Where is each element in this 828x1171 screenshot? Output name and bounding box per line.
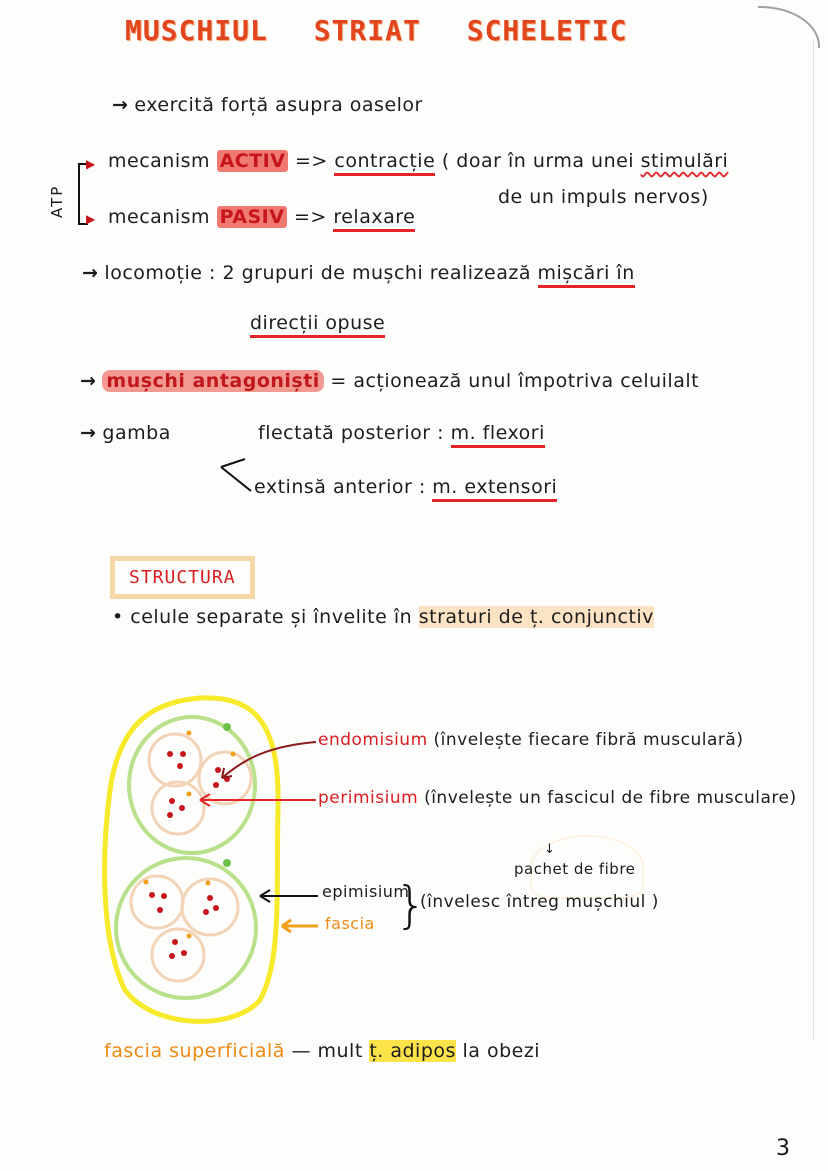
page-number: 3 [776,1136,790,1161]
arrow-right-icon: ▶ [86,157,96,171]
flexori-term: m. flexori [451,422,545,448]
label-endomisium [318,730,743,750]
arrow-icon: → [82,262,99,284]
bullet-icon: • [112,606,124,628]
activ-badge: ACTIV [217,150,289,172]
label-perimisium [318,788,797,808]
miscari-term: mișcări în [538,262,635,288]
label-fascia: fascia [325,914,375,933]
antagonisti-term: mușchi antagoniști [102,370,323,392]
line-antagonisti [80,370,699,392]
line-text: exercită forță asupra oaselor [134,94,423,116]
page-edge [813,40,814,1040]
locomotie-label: locomoție : [104,262,216,284]
arrow-icon: → [80,370,97,392]
label-group-desc: (învelesc întreg mușchiul ) [420,892,659,912]
endomisium-arrow-icon [222,742,316,778]
implies-arrow: => [295,150,328,172]
label-arrows [190,738,320,948]
label-pachet: pachet de fibre [514,860,636,878]
activ-note: ( doar în urma unei [441,150,635,172]
line-gamba [80,422,171,444]
locomotie-continuation [250,312,385,334]
gamba-branch-flectata [258,422,545,444]
activ-note-continuation: de un impuls nervos) [498,186,709,208]
gamba-branch-extinsa [254,476,557,498]
directii-opuse-term: direcții opuse [250,312,385,338]
arrow-icon: → [80,422,97,444]
adipos-highlight: ț. adipos [369,1040,456,1062]
line-pasiv [108,206,415,228]
line-structura [112,606,654,628]
extensori-term: m. extensori [432,476,557,502]
endomisium-term: endomisium [318,730,428,750]
line-activ [108,150,728,172]
implies-arrow: => [293,206,327,228]
dash: — [291,1040,311,1062]
pasiv-badge: PASIV [217,206,288,228]
mecanism-label: mecanism [108,150,211,172]
fascicul-term: fascicul [547,788,616,808]
line-exercita [112,94,423,116]
label-epimisium: epimisium [322,882,410,901]
page-title: MUSCHIUL STRIAT SCHELETIC [125,14,628,47]
arrow-right-icon: ▶ [86,212,96,226]
mecanism-label: mecanism [108,206,211,228]
arrow-down-icon: ↓ [544,842,555,857]
straturi-highlight: straturi de ț. conjunctiv [418,606,654,628]
extinsa-text: extinsă anterior : [254,476,426,498]
antagonisti-definition: = acționează unul împotriva celuilalt [330,370,700,392]
atp-label: ATP [48,184,66,218]
line-locomotie [82,262,635,284]
perimisium-desc-end: de fibre musculare) [621,788,797,808]
gamba-label: gamba [102,422,171,444]
perimisium-desc: (învelește un [424,788,542,808]
fascia-superficiala-term: fascia superficială [104,1040,285,1062]
flectata-text: flectată posterior : [258,422,445,444]
section-heading-structura: STRUCTURA [110,556,255,599]
obezi-text: la obezi [462,1040,541,1062]
line-fascia-superficiala [104,1040,540,1062]
perimisium-term: perimisium [318,788,419,808]
stimulari-term: stimulări [640,150,729,172]
page-corner-curl [758,6,820,48]
branch-bracket-icon [215,455,255,493]
locomotie-text: 2 grupuri de mușchi realizează [222,262,531,284]
contractie-term: contracție [334,150,435,176]
curly-brace-icon: } [395,876,427,934]
arrow-icon: → [112,94,129,116]
mult-text: mult [317,1040,363,1062]
relaxare-term: relaxare [333,206,415,232]
endomisium-desc: (învelește fiecare fibră musculară) [433,730,744,750]
structura-text: celule separate și învelite în [130,606,413,628]
